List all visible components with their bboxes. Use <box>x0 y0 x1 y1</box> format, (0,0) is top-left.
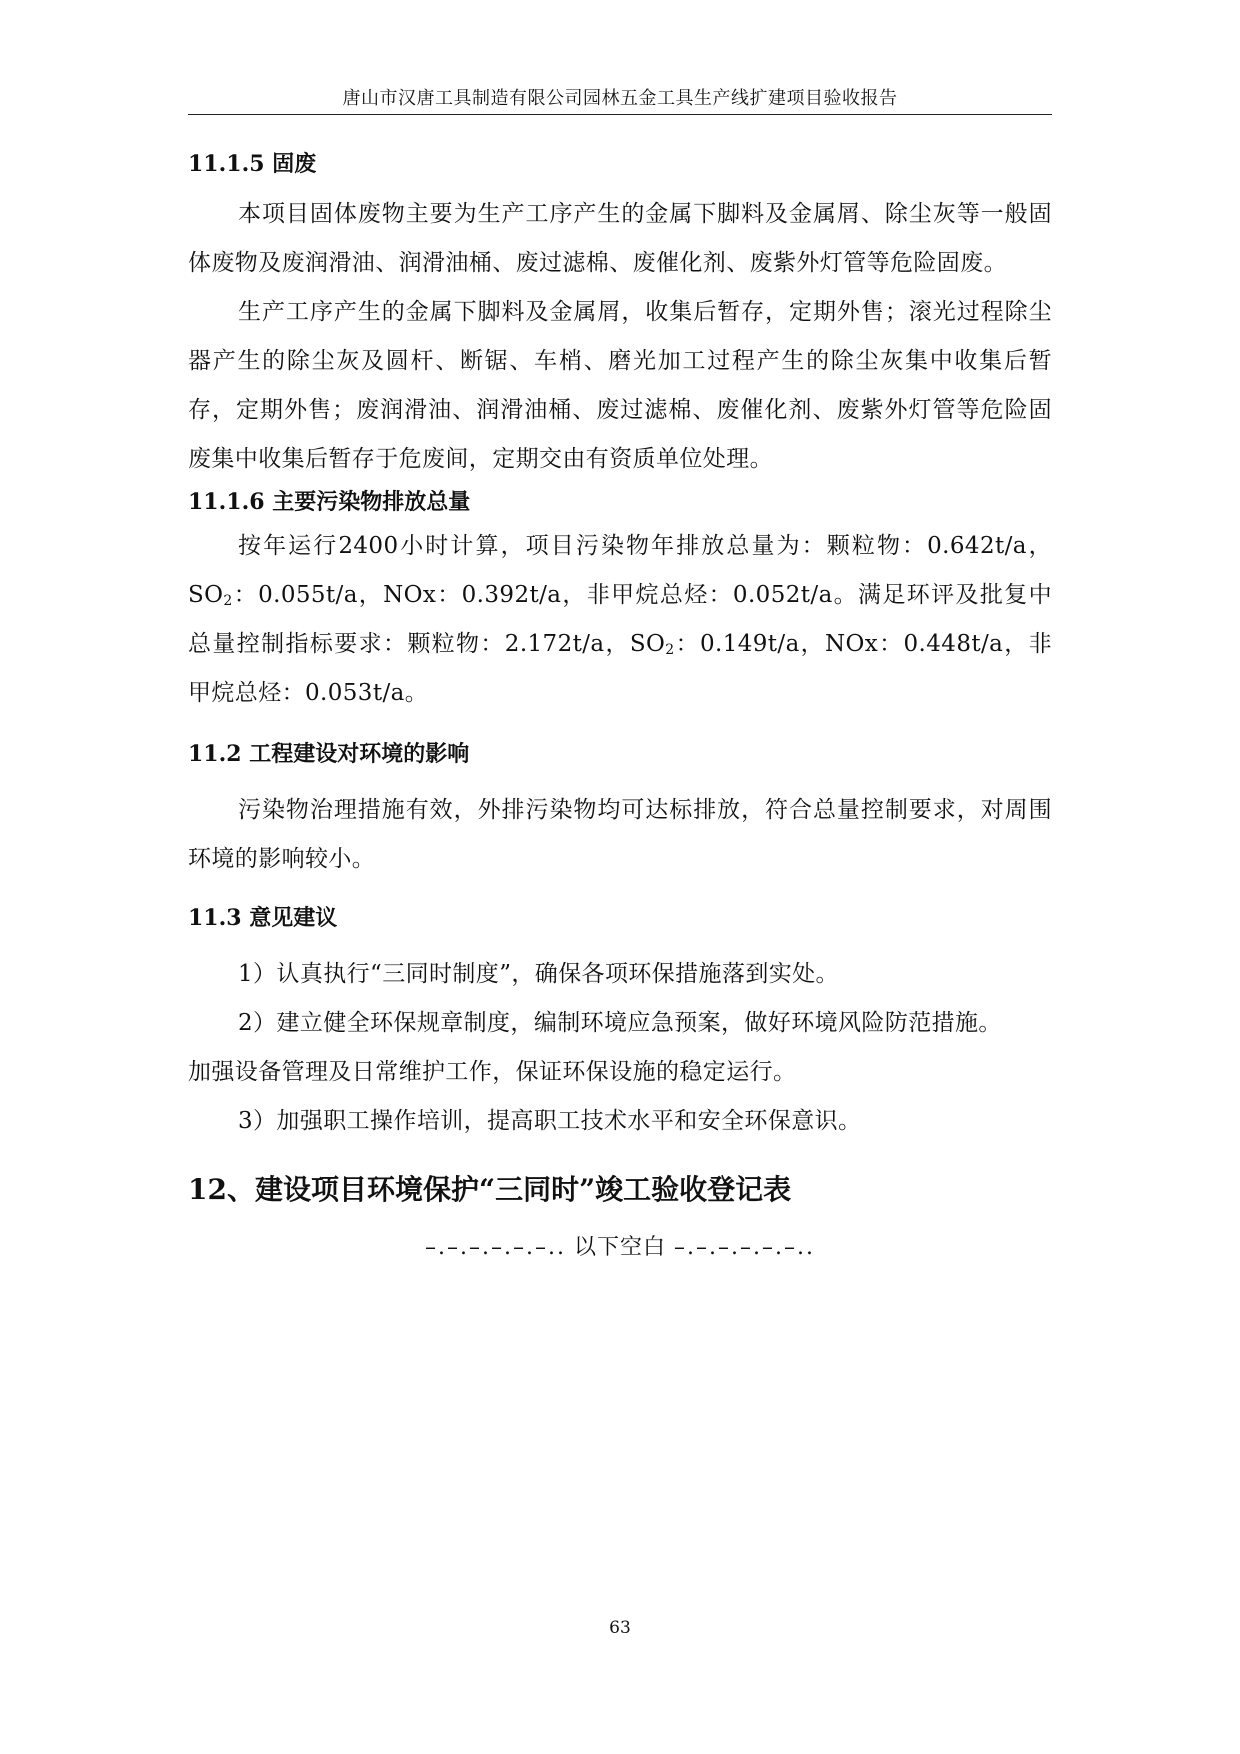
heading-11-1-5: 11.1.5 固废 <box>188 151 317 177</box>
blank-dashes-right: –.–.–.–.–.–.. <box>674 1235 815 1260</box>
so2-subscript-2: 2 <box>665 642 675 658</box>
paragraph-emission-totals <box>188 522 1052 718</box>
so2-subscript-1: 2 <box>223 593 233 609</box>
blank-remainder-note <box>188 1230 1052 1266</box>
heading-11-2: 11.2 工程建设对环境的影响 <box>188 741 470 767</box>
suggestion-item-3: 3）加强职工操作培训，提高职工技术水平和安全环保意识。 <box>238 1108 862 1134</box>
heading-11-3: 11.3 意见建议 <box>188 905 338 931</box>
running-header <box>188 86 1052 115</box>
paragraph-environment-impact: 污染物治理措施有效，外排污染物均可达标排放，符合总量控制要求，对周围环境的影响较小。 <box>188 797 1052 872</box>
blank-label: 以下空白 <box>573 1235 666 1260</box>
paragraph-solid-waste-1: 本项目固体废物主要为生产工序产生的金属下脚料及金属屑、除尘灰等一般固体废物及废润滑油、润滑油桶、废过滤棉、废催化剂、废紫外灯管等危险固废。 <box>188 201 1052 276</box>
suggestion-item-2: 2）建立健全环保规章制度，编制环境应急预案，做好环境风险防范措施。 <box>238 1010 1002 1036</box>
paragraph-solid-waste-2: 生产工序产生的金属下脚料及金属屑，收集后暂存，定期外售；滚光过程除尘器产生的除尘灰及圆杆、断锯、车梢、磨光加工过程产生的除尘灰集中收集后暂存，定期外售；废润滑油、润滑油桶、废过滤棉、废催化剂、废紫外灯管等危险固废集中收集后暂存于危废间，定期交由有资质单位处理。 <box>188 299 1052 472</box>
page-content <box>188 140 1052 1266</box>
header-title: 唐山市汉唐工具制造有限公司园林五金工具生产线扩建项目验收报告 <box>342 88 898 109</box>
suggestion-item-2-continued: 加强设备管理及日常维护工作，保证环保设施的稳定运行。 <box>188 1059 797 1085</box>
emission-text-c: ：0.149t/a，NOx：0.448t/a，非甲烷总烃：0.053t/a。 <box>188 631 1053 706</box>
blank-dashes-left: –.–.–.–.–.–.. <box>425 1235 566 1260</box>
emission-text-b: ：0.055t/a，NOx：0.392t/a，非甲烷总烃：0.052t/a。满足环评及批复中总量控制指标要求：颗粒物：2.172t/a，SO <box>188 582 1052 657</box>
heading-11-1-6: 11.1.6 主要污染物排放总量 <box>188 489 471 515</box>
heading-12: 12、建设项目环境保护“三同时”竣工验收登记表 <box>188 1173 792 1206</box>
emission-text-a: 按年运行2400小时计算，项目污染物年排放总量为：颗粒物：0.642t/a，SO <box>188 533 1052 608</box>
page-number: 63 <box>609 1618 631 1638</box>
suggestion-item-1: 1）认真执行“三同时制度”，确保各项环保措施落到实处。 <box>238 961 839 987</box>
